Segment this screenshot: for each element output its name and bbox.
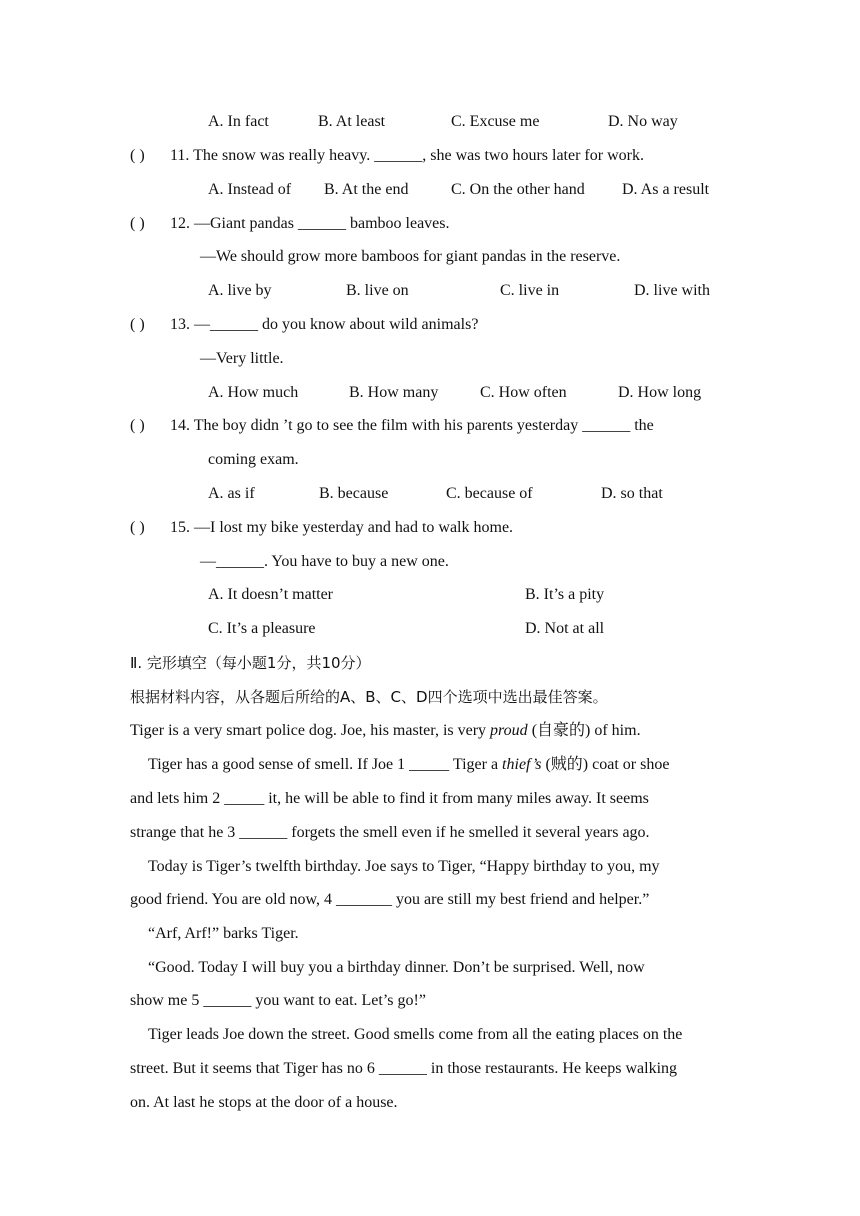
passage-line-4: strange that he 3 ______ forgets the smell even if he smelled it several years ago. — [130, 824, 650, 841]
q11-option-d: D. As a result — [622, 181, 710, 198]
passage-line-10: Tiger leads Joe down the street. Good smells come from all the eating places on the — [148, 1026, 683, 1043]
section-heading: Ⅱ. 完形填空（每小题1分，共10分） — [130, 654, 371, 672]
passage-line-12: on. At last he stops at the door of a house. — [130, 1094, 398, 1111]
q12-option-d: D. live with — [634, 282, 710, 299]
passage-text: Tiger is a very smart police dog. Joe, his master, is very — [130, 722, 491, 739]
q13-option-d: D. How long — [618, 384, 702, 401]
q11-option-a: A. Instead of — [208, 181, 292, 198]
q15-option-d: D. Not at all — [525, 620, 605, 637]
q15-option-b: B. It’s a pity — [525, 586, 605, 603]
question-text: 11. The snow was really heavy. ______, she was two hours later for work. — [170, 147, 644, 164]
q14-option-d: D. so that — [601, 485, 663, 502]
passage-italic-word: proud — [490, 722, 528, 739]
answer-blank[interactable]: ( ) — [130, 417, 145, 434]
q10-option-b: B. At least — [318, 113, 386, 130]
passage-text: (贼的) coat or shoe — [541, 756, 670, 773]
passage-line-7: “Arf, Arf!” barks Tiger. — [148, 925, 299, 942]
passage-line-9: show me 5 ______ you want to eat. Let’s go!” — [130, 992, 426, 1009]
question-text: 14. The boy didn ’t go to see the film with his parents yesterday ______ the — [170, 417, 654, 434]
answer-blank[interactable]: ( ) — [130, 519, 145, 536]
question-text: 12. —Giant pandas ______ bamboo leaves. — [170, 215, 450, 232]
q13-option-a: A. How much — [208, 384, 299, 401]
answer-blank[interactable]: ( ) — [130, 147, 145, 164]
passage-line-2 — [148, 755, 669, 775]
passage-line-6: good friend. You are old now, 4 _______ you are still my best friend and helper.” — [130, 891, 650, 908]
q10-option-c: C. Excuse me — [451, 113, 540, 130]
q11-option-c: C. On the other hand — [451, 181, 585, 198]
q13-line-2: —Very little. — [200, 350, 284, 367]
q12-option-a: A. live by — [208, 282, 272, 299]
section-instruction: 根据材料内容，从各题后所给的A、B、C、D四个选项中选出最佳答案。 — [130, 688, 608, 706]
q15-line-2: —______. You have to buy a new one. — [200, 553, 449, 570]
answer-blank[interactable]: ( ) — [130, 316, 145, 333]
answer-blank[interactable]: ( ) — [130, 215, 145, 232]
passage-text: (自豪的) of him. — [527, 722, 641, 739]
q14-option-a: A. as if — [208, 485, 255, 502]
passage-italic-word: thief’s — [502, 756, 542, 773]
q15-option-c: C. It’s a pleasure — [208, 620, 316, 637]
q14-option-c: C. because of — [446, 485, 533, 502]
q12-option-b: B. live on — [346, 282, 409, 299]
passage-line-8: “Good. Today I will buy you a birthday dinner. Don’t be surprised. Well, now — [148, 959, 645, 976]
q13-option-b: B. How many — [349, 384, 439, 401]
passage-line-5: Today is Tiger’s twelfth birthday. Joe says to Tiger, “Happy birthday to you, my — [148, 858, 660, 875]
q10-option-a: A. In fact — [208, 113, 269, 130]
q13-option-c: C. How often — [480, 384, 567, 401]
question-text: 15. —I lost my bike yesterday and had to walk home. — [170, 519, 514, 536]
passage-text: Tiger has a good sense of smell. If Joe 1 _____ Tiger a — [148, 756, 503, 773]
q15-option-a: A. It doesn’t matter — [208, 586, 334, 603]
q14-option-b: B. because — [319, 485, 389, 502]
passage-line-1 — [130, 721, 641, 741]
question-text: 13. —______ do you know about wild animals? — [170, 316, 479, 333]
q12-option-c: C. live in — [500, 282, 560, 299]
q12-line-2: —We should grow more bamboos for giant pandas in the reserve. — [200, 248, 621, 265]
q10-option-d: D. No way — [608, 113, 678, 130]
passage-line-11: street. But it seems that Tiger has no 6 ______ in those restaurants. He keeps walking — [130, 1060, 678, 1077]
q11-option-b: B. At the end — [324, 181, 409, 198]
passage-line-3: and lets him 2 _____ it, he will be able to find it from many miles away. It seems — [130, 790, 649, 807]
q14-line-2: coming exam. — [208, 451, 299, 468]
